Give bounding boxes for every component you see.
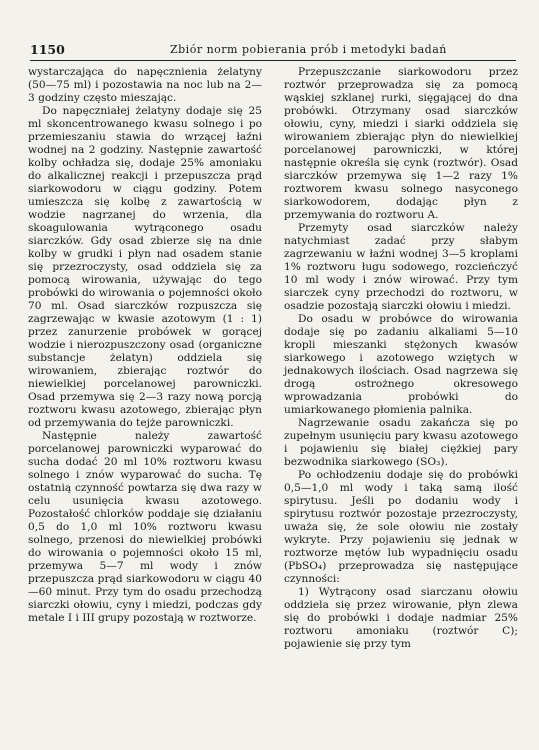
left-column <box>28 66 262 625</box>
paragraph: Następnie należy zawartość porcelanowej parowniczki wyparować do sucha dodać 20 ml 10% roztworu kwasu solnego i znów wyparować do sucha. Tę ostatnią czynność powtarza się dwa razy w celu usunięcia kwasu azotowego. Pozostałość chlorków poddaje się działaniu 0,5 do 1,0 ml 10% roztworu kwasu solnego, przenosi do niewielkiej probówki do wirowania o pojemności około 15 ml, przemywa 5—7 ml wody i znów przepuszcza prąd siarkowodoru w ciągu 40—60 minut. Przy tym do osadu przechodzą siarczki ołowiu, cyny i miedzi, podczas gdy metale I i III grupy pozostają w roztworze. <box>28 430 262 624</box>
right-column <box>284 66 518 651</box>
running-title: Zbiór norm pobierania prób i metodyki badań <box>170 43 447 56</box>
paragraph: wystarczająca do napęcznienia żelatyny (50—75 ml) i pozostawia na noc lub na 2—3 godziny często mieszając. <box>28 66 262 104</box>
paragraph: 1) Wytrącony osad siarczanu ołowiu oddziela się przez wirowanie, płyn zlewa się do probówki i dodaje nadmiar 25% roztworu amoniaku (roztwór C); pojawienie się przy tym <box>284 586 518 650</box>
paragraph: Przepuszczanie siarkowodoru przez roztwór przeprowadza się za pomocą wąskiej szklanej rurki, sięgającej do dna probówki. Otrzymany osad siarczków ołowiu, cyny, miedzi i siarki oddziela się wirowaniem zbierając płyn do niewielkiej porcelanowej parowniczki, w której następnie określa się cynk (roztwór). Osad siarczków przemywa się 1—2 razy 1% roztworem kwasu solnego nasyconego siarkowodorem, dodając płyn z przemywania do roztworu A. <box>284 66 518 221</box>
paragraph: Nagrzewanie osadu zakańcza się po zupełnym usunięciu pary kwasu azotowego i pojawieniu się białej ciężkiej pary bezwodnika siarkowego (SO₃). <box>284 417 518 468</box>
page-number: 1150 <box>30 42 65 57</box>
paragraph: Po ochłodzeniu dodaje się do probówki 0,5—1,0 ml wody i taką samą ilość spirytusu. Jeśli po dodaniu wody i spirytusu roztwór pozostaje przezroczysty, uważa się, że sole ołowiu nie zostały wykryte. Przy pojawieniu się jednak w roztworze mętów lub wypadnięciu osadu (PbSO₄) przeprowadza się następujące czynności: <box>284 469 518 585</box>
paragraph: Do osadu w probówce do wirowania dodaje się po zadaniu alkaliami 5—10 kropli mieszanki stężonych kwasów siarkowego i azotowego wziętych w jednakowych ilościach. Osad nagrzewa się drogą ostrożnego okresowego wprowadzania probówki do umiarkowanego płomienia palnika. <box>284 313 518 416</box>
paragraph: Do napęczniałej żelatyny dodaje się 25 ml skoncentrowanego kwasu solnego i po przemieszaniu stawia do wrzącej łaźni wodnej na 2 godziny. Następnie zawartość kolby ochładza się, dodaje 25% amoniaku do alkalicznej reakcji i przepuszcza prąd siarkowodoru w ciągu godziny. Potem umieszcza się kolbę z zawartością w wodzie nagrzanej do wrzenia, dla skoagulowania wytrąconego osadu siarczków. Gdy osad zbierze się na dnie kolby w grudki i płyn nad osadem stanie się przezroczysty, osad oddziela się za pomocą wirowania, używając do tego probówki do wirowania o pojemności około 70 ml. Osad siarczków rozpuszcza się zagrzewając w kwasie azotowym (1 : 1) przez zanurzenie probówek w gorącej wodzie i nierozpuszczony osad (organiczne substancje żelatyn) oddziela się wirowaniem, zbierając roztwór do niewielkiej porcelanowej parowniczki. Osad przemywa się 2—3 razy nową porcją roztworu kwasu azotowego, zbierając płyn od przemywania do tejże parowniczki. <box>28 105 262 429</box>
paragraph: Przemyty osad siarczków należy natychmiast zadać przy słabym zagrzewaniu w łaźni wodnej 3—5 kroplami 1% roztworu ługu sodowego, rozcieńczyć 10 ml wody i znów wirować. Przy tym siarczek cyny przechodzi do roztworu, w osadzie pozostają siarczki ołowiu i miedzi. <box>284 222 518 312</box>
page-header <box>30 40 516 61</box>
